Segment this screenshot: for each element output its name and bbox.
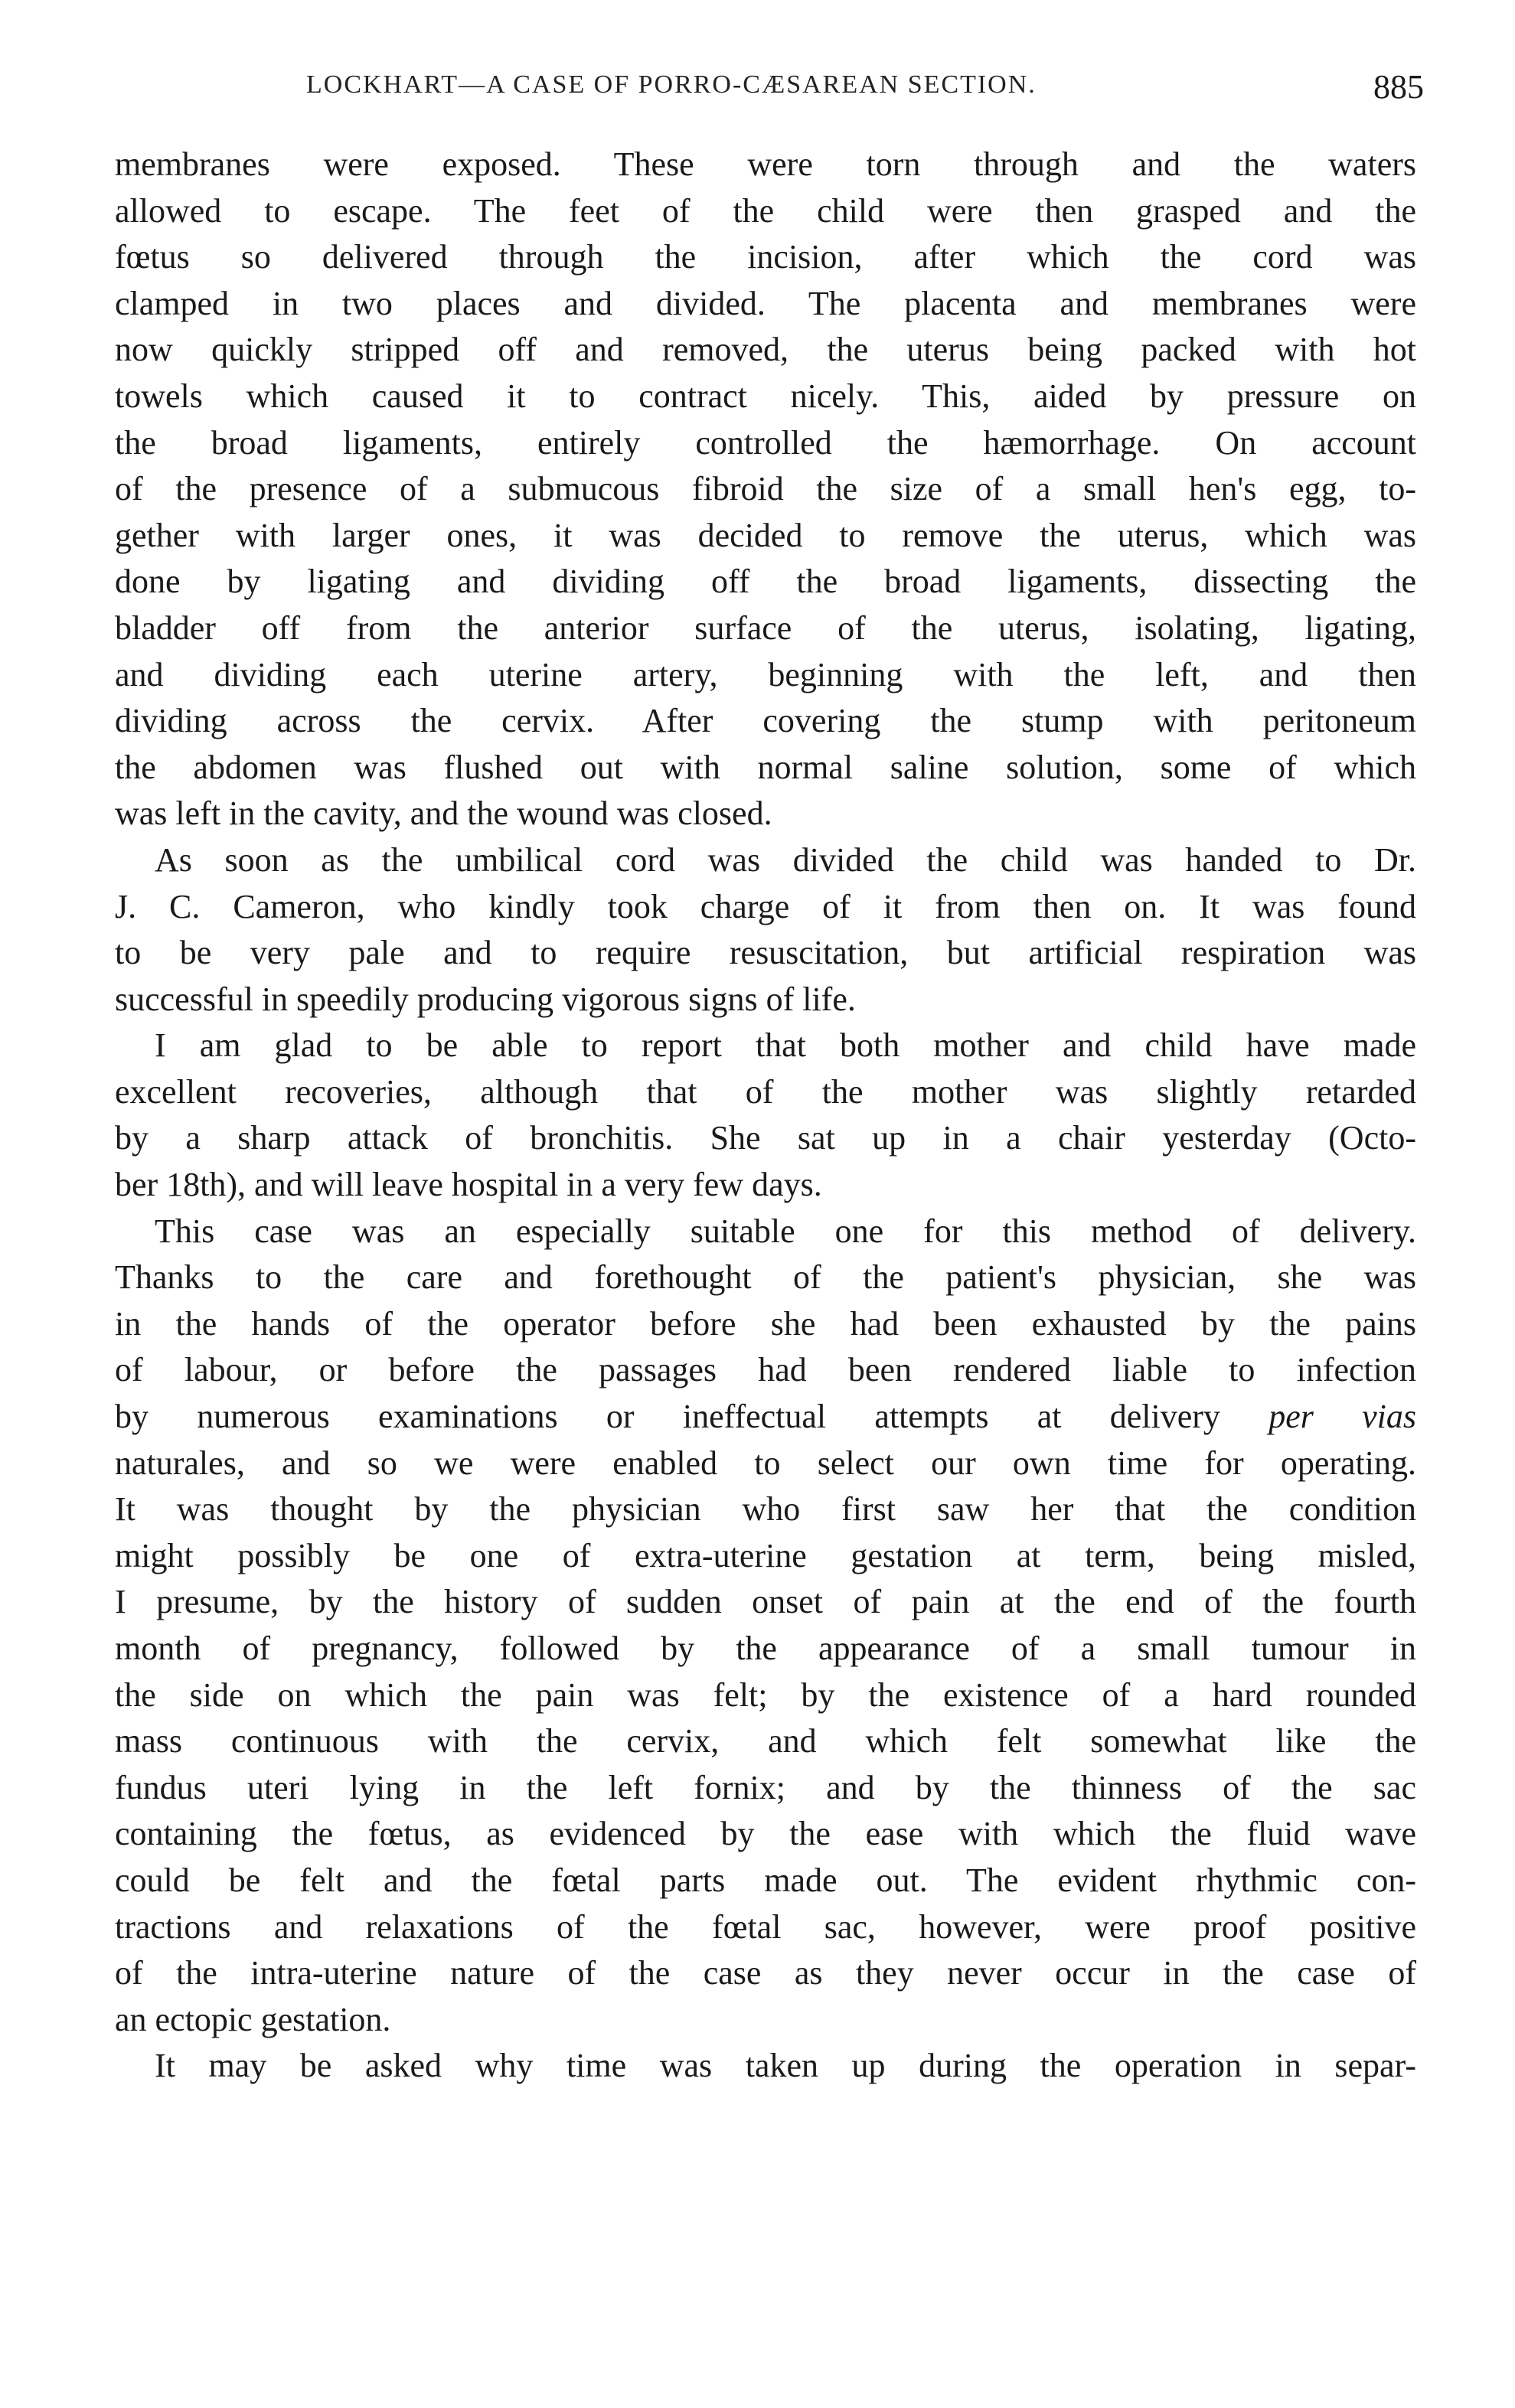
- text-line: It was thought by the physician who first saw her that the condition: [115, 1490, 1416, 1529]
- text-line: the broad ligaments, entirely controlled the hæmorrhage. On account: [115, 423, 1416, 462]
- text-line: bladder off from the anterior surface of the uterus, isolating, ligating,: [115, 609, 1416, 647]
- text-line: fundus uteri lying in the left fornix; and by the thinness of the sac: [115, 1768, 1416, 1806]
- text-line: Thanks to the care and forethought of the patient's physician, she was: [115, 1258, 1416, 1297]
- text-line: now quickly stripped off and removed, the uterus being packed with hot: [115, 331, 1416, 369]
- text-line: in the hands of the operator before she had been exhausted by the pains: [115, 1304, 1416, 1343]
- text-line: It may be asked why time was taken up during the operation in separ-: [155, 2047, 1416, 2085]
- text-line: an ectopic gestation.: [115, 2000, 391, 2038]
- text-line: done by ligating and dividing off the broad ligaments, dissecting the: [115, 563, 1416, 601]
- text-line-segment: by numerous examinations or ineffectual attempts at delivery: [115, 1398, 1220, 1436]
- text-line: to be very pale and to require resuscitation, but artificial respiration was: [115, 934, 1416, 972]
- text-line: [115, 1394, 1416, 1441]
- text-line: containing the fœtus, as evidenced by the ease with which the fluid wave: [115, 1815, 1416, 1853]
- text-line: naturales, and so we were enabled to select our own time for operating.: [115, 1444, 1416, 1482]
- text-line: the abdomen was flushed out with normal saline solution, some of which: [115, 748, 1416, 786]
- page-number: 885: [1373, 68, 1424, 106]
- text-line: dividing across the cervix. After covering the stump with peritoneum: [115, 702, 1416, 740]
- text-line: month of pregnancy, followed by the appearance of a small tumour in: [115, 1630, 1416, 1667]
- text-line: successful in speedily producing vigorous signs of life.: [115, 980, 856, 1018]
- text-line: might possibly be one of extra-uterine gestation at term, being misled,: [115, 1536, 1416, 1574]
- text-line: could be felt and the fœtal parts made out. The evident rhythmic con-: [115, 1861, 1416, 1899]
- text-line: I am glad to be able to report that both mother and child have made: [155, 1026, 1416, 1065]
- text-line: of the presence of a submucous fibroid the size of a small hen's egg, to-: [115, 470, 1416, 508]
- text-line: excellent recoveries, although that of the mother was slightly retarded: [115, 1072, 1416, 1111]
- text-line: This case was an especially suitable one for this method of delivery.: [155, 1212, 1416, 1250]
- text-line: tractions and relaxations of the fœtal sac, however, were proof positive: [115, 1907, 1416, 1946]
- text-line: As soon as the umbilical cord was divided the child was handed to Dr.: [155, 840, 1416, 879]
- italic-phrase: per vias: [1268, 1398, 1416, 1436]
- text-line: fœtus so delivered through the incision, after which the cord was: [115, 238, 1416, 276]
- text-line: by a sharp attack of bronchitis. She sat up in a chair yesterday (Octo-: [115, 1119, 1416, 1157]
- text-line: allowed to escape. The feet of the child were then grasped and the: [115, 191, 1416, 230]
- text-line: the side on which the pain was felt; by the existence of a hard rounded: [115, 1675, 1416, 1714]
- text-line: of labour, or before the passages had been rendered liable to infection: [115, 1351, 1416, 1389]
- running-head: LOCKHART—A CASE OF PORRO-CÆSAREAN SECTION.: [306, 70, 1037, 99]
- page-header: [306, 70, 1439, 116]
- text-line: mass continuous with the cervix, and which felt somewhat like the: [115, 1722, 1416, 1760]
- text-line: clamped in two places and divided. The placenta and membranes were: [115, 284, 1416, 322]
- text-line: gether with larger ones, it was decided to remove the uterus, which was: [115, 516, 1416, 554]
- text-line: was left in the cavity, and the wound was closed.: [115, 795, 772, 833]
- text-line: and dividing each uterine artery, beginning with the left, and then: [115, 655, 1416, 693]
- text-line: towels which caused it to contract nicely. This, aided by pressure on: [115, 377, 1416, 415]
- body-text: [115, 142, 1416, 2090]
- text-line: J. C. Cameron, who kindly took charge of it from then on. It was found: [115, 887, 1416, 925]
- text-line: ber 18th), and will leave hospital in a very few days.: [115, 1166, 822, 1204]
- text-line: I presume, by the history of sudden onset of pain at the end of the fourth: [115, 1583, 1416, 1621]
- text-line: of the intra-uterine nature of the case as they never occur in the case of: [115, 1954, 1416, 1992]
- text-line: membranes were exposed. These were torn through and the waters: [115, 145, 1416, 183]
